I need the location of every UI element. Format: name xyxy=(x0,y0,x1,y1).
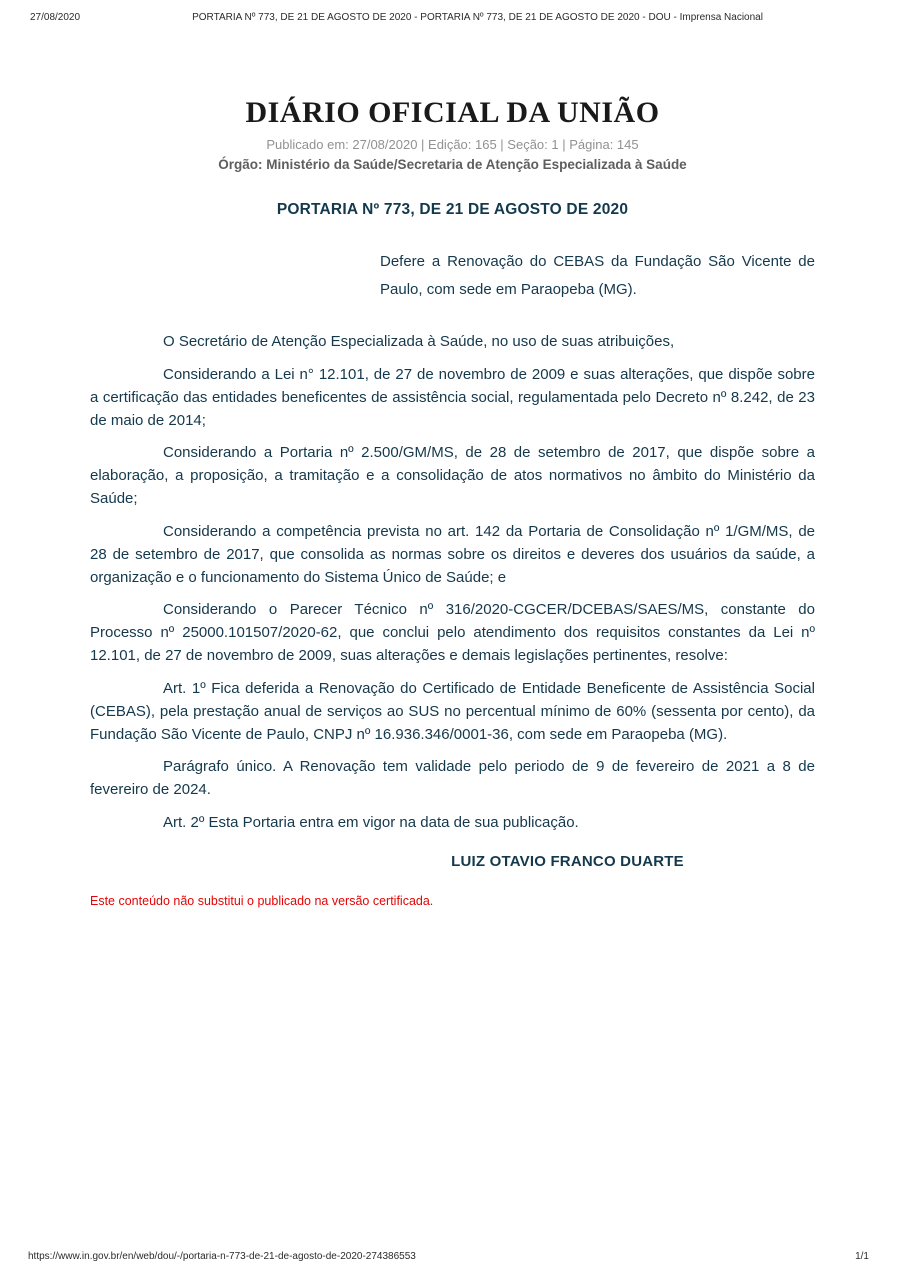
certification-disclaimer: Este conteúdo não substitui o publicado na versão certificada. xyxy=(90,893,434,908)
signature-name: LUIZ OTAVIO FRANCO DUARTE xyxy=(451,852,684,870)
print-footer xyxy=(0,1251,905,1262)
ordinance-paragraph: Parágrafo único. A Renovação tem validade pelo periodo de 9 de fevereiro de 2021 a 8 de fevereiro de 2024. xyxy=(90,758,815,798)
ordinance-paragraph: Considerando a Lei n° 12.101, de 27 de novembro de 2009 e suas alterações, que dispõe sobre a certificação das entidades beneficentes de assistência social, regulamentada pelo Decreto nº 8.242, de 23 de maio de 2014; xyxy=(90,365,815,429)
print-header xyxy=(0,0,905,23)
print-footer-page-number: 1/1 xyxy=(855,1251,869,1262)
published-line: Publicado em: 27/08/2020 | Edição: 165 | Seção: 1 | Página: 145 xyxy=(266,137,639,152)
ordinance-paragraph: Considerando o Parecer Técnico nº 316/2020-CGCER/DCEBAS/SAES/MS, constante do Processo nº 25000.101507/2020-62, que conclui pelo atendimento dos requisitos constantes da Lei nº 12.101, de 27 de novembro de 2009, suas alterações e demais legislações pertinentes, resolve: xyxy=(90,601,815,664)
masthead-title: DIÁRIO OFICIAL DA UNIÃO xyxy=(245,96,660,129)
ordinance-paragraph: Considerando a competência prevista no art. 142 da Portaria de Consolidação nº 1/GM/MS, de 28 de setembro de 2017, que consolida as normas sobre os direitos e deveres dos usuários da saúde, a organização e o funcionamento do Sistema Único de Saúde; e xyxy=(90,522,815,586)
organ-line: Órgão: Ministério da Saúde/Secretaria de Atenção Especializada à Saúde xyxy=(218,157,687,172)
print-footer-url: https://www.in.gov.br/en/web/dou/-/portaria-n-773-de-21-de-agosto-de-2020-274386553 xyxy=(28,1251,416,1262)
ordinance-heading: PORTARIA Nº 773, DE 21 DE AGOSTO DE 2020 xyxy=(276,201,629,218)
ordinance-body xyxy=(90,330,815,834)
ordinance-paragraph: Considerando a Portaria nº 2.500/GM/MS, de 28 de setembro de 2017, que dispõe sobre a elaboração, a proposição, a tramitação e a consolidação de atos normativos no âmbito do Ministério da Saúde; xyxy=(90,444,815,507)
ordinance-document xyxy=(90,201,815,908)
print-header-title: PORTARIA Nº 773, DE 21 DE AGOSTO DE 2020 - PORTARIA Nº 773, DE 21 DE AGOSTO DE 2020 - DOU - Imprensa Nacional xyxy=(192,12,763,23)
print-header-date: 27/08/2020 xyxy=(30,12,81,23)
ordinance-paragraph: Art. 2º Esta Portaria entra em vigor na data de sua publicação. xyxy=(163,813,579,831)
masthead xyxy=(0,96,905,172)
ordinance-summary: Defere a Renovação do CEBAS da Fundação São Vicente de Paulo, com sede em Paraopeba (MG). xyxy=(380,253,815,298)
ordinance-paragraph: O Secretário de Atenção Especializada à Saúde, no uso de suas atribuições, xyxy=(163,333,675,350)
ordinance-paragraph: Art. 1º Fica deferida a Renovação do Certificado de Entidade Beneficente de Assistência Social (CEBAS), pela prestação anual de serviços ao SUS no percentual mínimo de 60% (sessenta por cento), da Fundação São Vicente de Paulo, CNPJ nº 16.936.346/0001-36, com sede em Paraopeba (MG). xyxy=(90,679,815,743)
